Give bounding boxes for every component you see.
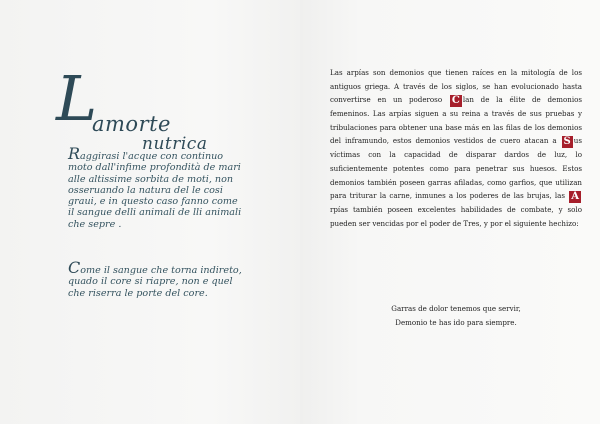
title-initial: L [56,62,98,135]
title-line-2: nutrica [142,134,208,154]
para-part-3: us víctimas con la capacidad de disparar dardos de luz, lo suficientemente potentes como para penetrar sus huesos. Estos demonios también poseen garras afiladas, como garfios, que utilizan para triturar la carne, inmunes a los poderes de las brujas, las [330,136,582,201]
right-page [300,0,600,424]
para-part-2: lan de la élite de demonios femeninos. Las arpías siguen a su reina a través de sus pruebas y tribulaciones para obtener una base más en las filas de los demonios del inframundo, estos demonios vestidos de cuero atacan a [330,95,582,146]
verse-2-initial: C [68,258,81,277]
drop-cap-s: S [563,136,571,148]
drop-cap-a: A [571,191,579,203]
verse-1-text: aggirasi l'acque con continuo moto dall'infime profondità de mari alle altissime sorbita de moti, non osseruando la natura del le cosi graui, e in questo caso fanno come il sangue delli animali de lli animali che sepre . [68,151,242,230]
spell-line-1: Garras de dolor tenemos que servir, [391,304,521,313]
spell-closing [330,302,582,329]
verse-1-initial: R [68,144,81,163]
title-line-1: amorte [92,112,171,136]
spell-line-2: Demonio te has ido para siempre. [395,317,517,327]
verse-2-text: ome il sangue che torna indireto, quado il core si riapre, non e quel che riserra le porte del core. [68,265,242,299]
para-part-1: Las arpías son demonios que tienen raíces en la mitología de los antiguos griega. A través de los siglos, se han evolucionado hasta convertirse en un poderoso [330,68,582,105]
para-part-4: rpías también poseen excelentes habilidades de combate, y solo pueden ser vencidas por el poder de Tres, y por el siguiente hechizo: [330,205,582,228]
drop-cap-c: C [451,95,460,107]
page-title [56,62,246,154]
italian-verse-2 [68,258,246,299]
spanish-paragraph [330,66,582,230]
